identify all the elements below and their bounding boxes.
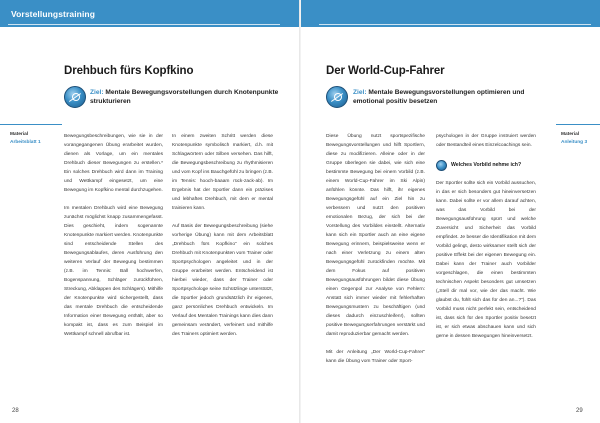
left-column-1 — [64, 132, 163, 348]
right-material — [561, 131, 587, 147]
left-header-band — [0, 0, 299, 27]
left-page-title: Drehbuch fürs Kopfkino — [64, 65, 194, 77]
target-icon — [64, 86, 86, 108]
question-box — [436, 159, 536, 173]
goal-prefix: Ziel: — [90, 89, 104, 96]
page-number-left: 28 — [12, 408, 19, 414]
left-material — [10, 131, 41, 147]
section-header: Vorstellungstraining — [11, 9, 96, 19]
left-column-2 — [172, 132, 273, 348]
left-goal — [90, 88, 280, 106]
right-header-band — [301, 0, 600, 27]
right-goal — [353, 88, 553, 106]
paragraph: Der Sportler sollte sich ein Vorbild aussuchen, in das er sich besonders gut hineinversetzen kann. Dabei sollte er vor allem darauf achten, was das Vorbild bei der Bewegungsausführung spürt und welche Zuversicht und Sicherheit das Vorbild empfindet. Je besser die Identifikation mit dem Vorbild gelingt, desto wirksamer stellt sich der positive Effekt bei der eigenen Bewegung ein. Dabei kann der Trainer auch Vorbilder vorgeschlagen, die einen bestimmten technischen Aspekt besonders gut umsetzen („Stell dir mal vor, wie der das macht. Wie glaubst du, fühlt sich das für den an...?“). Das Vorbild muss nicht perfekt sein, entscheidend ist, dass sich für den Sportler positiv besetzt ist, er sich etwas abschauen kann und sich gerne in dessen Bewegungen hineinversetzt. — [436, 181, 536, 339]
header-rule — [319, 24, 591, 25]
paragraph: Im mentalen Drehbuch wird eine Bewegung zunächst möglichst knapp zusammengefasst. Dies geschieht, indem sogenannte Knotenpunkte markiert werden. Knotenpunkte sind entscheidende Stellen des Bewegungsablaufes, deren Ausführung den weiteren Verlauf der Bewegung bestimmen (z.B. im Tennis: Ball hochwerfen, Bogenspannung, Schläger zurückführen, Streckung, Abklappen des Schlägers). Mithilfe der Knotenpunkte wird sichergestellt, dass das mentale Drehbuch die entscheidende Information einer Bewegung enthält, aber so kompakt ist, dass es zum Beispiel im Wettkampf schnell abrufbar ist. — [64, 206, 163, 337]
question-text: Welches Vorbild nehme ich? — [451, 162, 522, 168]
material-label: Material — [561, 132, 580, 137]
material-value: Arbeitsblatt 1 — [10, 140, 41, 145]
goal-text: Mentale Bewegungsvorstellungen durch Knotenpunkte strukturieren — [90, 89, 279, 105]
right-column-2 — [436, 132, 536, 350]
right-material-rule — [556, 124, 600, 125]
book-gutter — [299, 0, 301, 423]
left-material-rule — [0, 124, 62, 125]
paragraph: Auf Basis der Bewegungsbeschreibung (siehe vorherige Übung) kann mit dem Arbeitsblatt „Drehbuch fürs Kopfkino“ ein solches Drehbuch mit Knotenpunkten vom Trainer oder Sportpsychologen angeleitet und in der Gruppe erarbeitet werden. Entscheidend ist hierbei wieder, dass der Trainer oder Sportpsychologe seine Schützlinge unterstützt, die Sportler jedoch grundsätzlich ihr eigenes, ganz persönliches Drehbuch entwickeln. Im Verlauf des Mentalen Trainings kann dies dann gemeinsam verändert, verfeinert und mithilfe des Trainers optimiert werden. — [172, 224, 273, 337]
right-column-1 — [326, 132, 425, 375]
paragraph: In einem zweiten Schritt werden diese Knotenpunkte symbolisch markiert, d.h. mit Schlagwörtern oder Silben versehen. Das hilft, die Bewegungsbeschreibung zu rhythmisieren und vom Kopf ins Bauchgefühl zu bringen (z.B. im Tennis: hooch-baaam rück-zack-ab). Im Ergebnis hat der Sportler dann ein präzises und lebhaftes Drehbuch, mit dem er mental trainieren kann. — [172, 134, 273, 211]
page-number-right: 29 — [576, 408, 583, 414]
material-value: Anleitung 3 — [561, 140, 588, 145]
target-icon — [326, 86, 348, 108]
paragraph: Diese Übung nutzt sportspezifische Bewegungsvorstellungen und hilft Sportlern, diese zu modifizieren. Alleine oder in der Gruppe überlegen sie dabei, wie sich eine bestimmte Bewegung bei einem Vorbild (z.B. einem World-Cup-Fahrer im Ski Alpin) anfühlen könnte. Das hilft, ihr eigenes Bewegungsgefühl auf ein Ziel hin zu verbessern und nutzt den positiven emotionalen Bezug, der sich bei der Vorstellung des Vorbildes einstellt. Alternativ kann sich ein Sportler auch an eine eigene Bewegung erinnern, beispielsweise wenn er nach einer Verletzung zu einem alten Bewegungsgefühl zurückfinden möchte. Mit dem Fokus auf positiven Bewegungsausführungen bildet diese Übung einen Gegenpol zur Analyse von Fehlern: Anstatt sich immer wieder mit fehlerhaften Bewegungsmustern zu beschäftigen (und dieses dadurch einzuschleifen!), sollten positive Bewegungserfahrungen verstärkt und damit reproduzierbar gemacht werden. — [326, 134, 425, 337]
material-label: Material — [10, 132, 29, 137]
paragraph: Mit der Anleitung „Der World-Cup-Fahrer“ kann die Übung vom Trainer oder Sport- — [326, 350, 425, 364]
target-icon — [436, 160, 447, 171]
paragraph: psychologen in der Gruppe instruiert werden oder Bestandteil eines Einzelcoachings sein. — [436, 134, 536, 148]
header-rule — [8, 24, 280, 25]
paragraph: Bewegungsbeschreibungen, wie sie in der vorangegangenen Übung erarbeitet wurden, dienen als Vorlage, um ein mentales Drehbuch dieser Bewegungen zu erstellen.* Ein solches Drehbuch wird dann im Training und Wettkampf eingesetzt, um eine Bewegung im Kopfkino mental durchzugehen. — [64, 134, 163, 193]
right-page-title: Der World-Cup-Fahrer — [326, 65, 445, 77]
goal-text: Mentale Bewegungsvorstellungen optimieren und emotional positiv besetzen — [353, 89, 525, 105]
goal-prefix: Ziel: — [353, 89, 367, 96]
